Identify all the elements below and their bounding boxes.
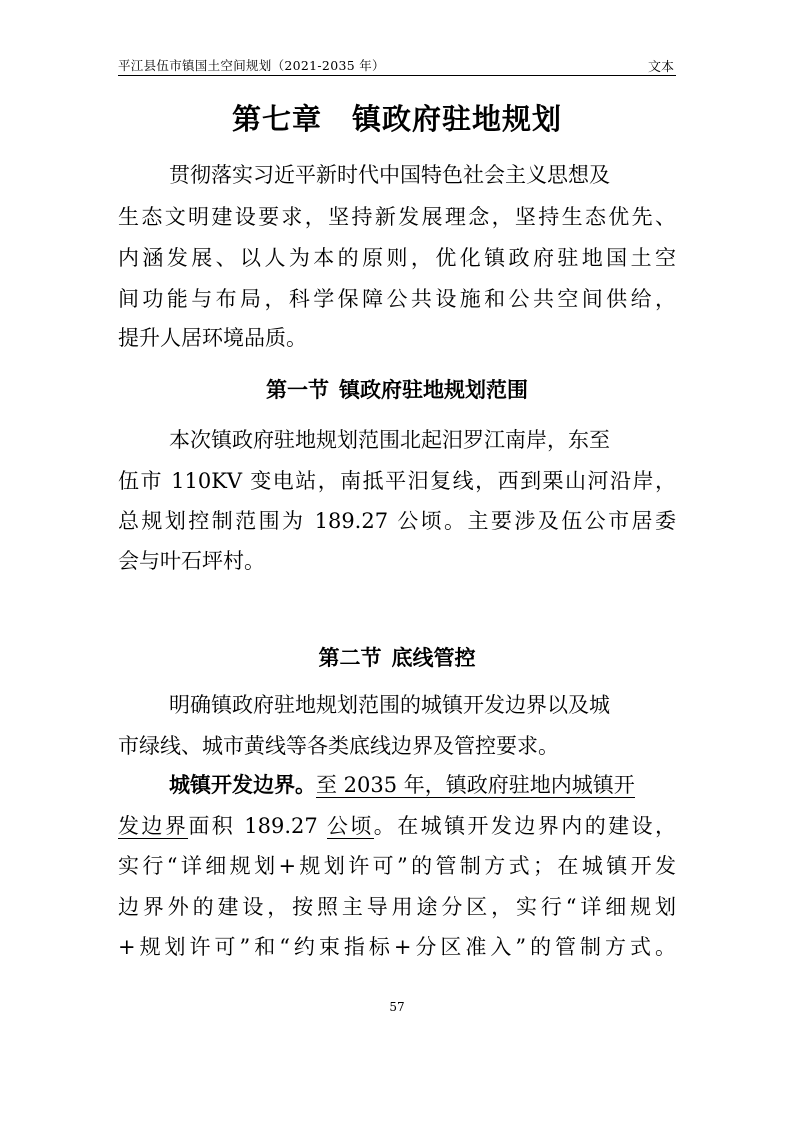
page-number: 57	[389, 1000, 405, 1014]
section-1-title: 镇政府驻地规划范围	[339, 378, 528, 402]
chapter-number: 第七章	[231, 102, 322, 136]
boundary-unit: 公顷	[326, 814, 374, 838]
intro-line-4: 间功能与布局，科学保障公共设施和公共空间供给，	[118, 287, 676, 311]
header-document-type: 文本	[647, 60, 674, 75]
section-1-line-1: 本次镇政府驻地规划范围北起汨罗江南岸，东至	[169, 428, 610, 452]
section-2-number: 第二节	[318, 646, 382, 670]
boundary-underlined-text-1: 至 2035 年，镇政府驻地内城镇开	[316, 773, 635, 797]
section-1-line-2: 伍市 110KV 变电站，南抵平汨复线，西到栗山河沿岸，	[118, 469, 676, 493]
section-2-line-1: 明确镇政府驻地规划范围的城镇开发边界以及城	[169, 693, 610, 717]
intro-line-2: 生态文明建设要求，坚持新发展理念，坚持生态优先、	[118, 205, 676, 229]
section-1-line-4: 会与叶石坪村。	[118, 549, 265, 573]
chapter-heading	[118, 97, 676, 138]
boundary-paragraph-line-2	[118, 811, 676, 841]
boundary-paragraph-line-3: 实行“详细规划+规划许可”的管制方式；在城镇开发	[118, 854, 676, 878]
header-document-title: 平江县伍市镇国土空间规划（2021-2035 年）	[118, 58, 385, 73]
section-2-line-2: 市绿线、城市黄线等各类底线边界及管控要求。	[118, 734, 559, 758]
boundary-tail-text: 。在城镇开发边界内的建设，	[373, 814, 676, 838]
boundary-paragraph-line-5: +规划许可”和“约束指标+分区准入”的管制方式。	[118, 935, 676, 959]
section-2-heading	[118, 642, 676, 672]
section-1-number: 第一节	[266, 378, 329, 402]
section-1-heading	[118, 374, 676, 404]
section-2-title: 底线管控	[391, 646, 476, 670]
boundary-paragraph-line-4: 边界外的建设，按照主导用途分区，实行“详细规划	[118, 895, 676, 919]
boundary-underlined-text-2: 发边界	[118, 814, 189, 838]
header-rule	[118, 75, 676, 76]
boundary-area-text: 面积 189.27	[188, 814, 327, 838]
chapter-title: 镇政府驻地规划	[352, 102, 563, 136]
intro-line-3: 内涵发展、以人为本的原则，优化镇政府驻地国土空	[118, 246, 676, 270]
intro-line-5: 提升人居环境品质。	[118, 326, 307, 350]
boundary-paragraph-line-1	[169, 770, 676, 800]
boundary-term: 城镇开发边界。	[169, 773, 316, 797]
intro-line-1: 贯彻落实习近平新时代中国特色社会主义思想及	[169, 163, 610, 187]
section-1-line-3: 总规划控制范围为 189.27 公顷。主要涉及伍公市居委	[118, 509, 676, 533]
